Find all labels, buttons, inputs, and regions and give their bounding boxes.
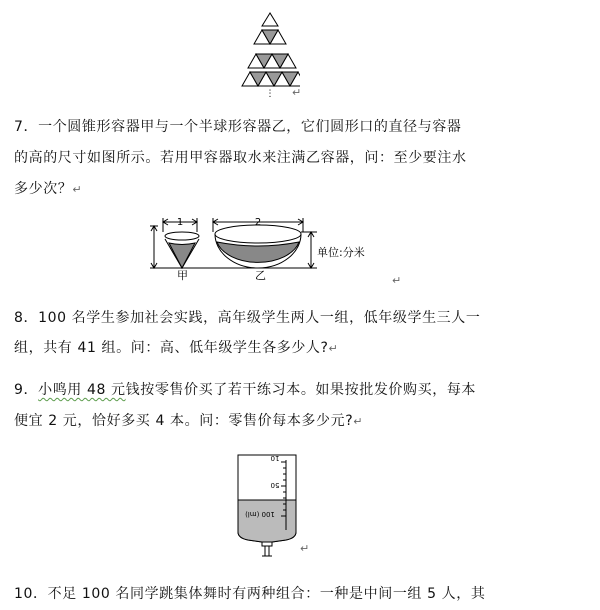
triangle-pattern-figure bbox=[240, 10, 300, 100]
problem7-line1: 7．一个圆锥形容器甲与一个半球形容器乙，它们圆形口的直径与容器 bbox=[14, 119, 462, 135]
problem8-line2: 组，共有 41 组。问：高、低年级学生各多少人?↵ bbox=[14, 340, 339, 356]
problem7-line3: 多少次？↵ bbox=[14, 181, 83, 197]
return-mark: ↵ bbox=[292, 86, 302, 99]
container-yi-label: 乙 bbox=[255, 269, 266, 282]
return-mark: ↵ bbox=[300, 542, 310, 555]
measuring-bottle-figure bbox=[230, 452, 310, 562]
dimension-1-label: 1 bbox=[176, 217, 184, 228]
problem9-line2: 便宜 2 元，恰好多买 4 本。问：零售价每本多少元?↵ bbox=[14, 413, 364, 429]
cone-hemisphere-figure bbox=[145, 212, 405, 282]
unit-label: 单位:分米 bbox=[317, 246, 365, 259]
problem10-line1: 10．不足 100 名同学跳集体舞时有两种组合：一种是中间一组 5 人，其 bbox=[14, 586, 486, 602]
problem8-line1: 8．100 名学生参加社会实践，高年级学生两人一组，低年级学生三人一 bbox=[14, 310, 481, 326]
scale-label-50: 50 bbox=[270, 481, 280, 489]
scale-label-100ml: 100 (ml) bbox=[245, 510, 275, 518]
container-jia-label: 甲 bbox=[177, 269, 188, 282]
svg-text:⋮: ⋮ bbox=[265, 89, 275, 99]
return-mark: ↵ bbox=[392, 274, 402, 287]
problem7-line2: 的高的尺寸如图所示。若用甲容器取水来注满乙容器，问：至少要注水 bbox=[14, 150, 467, 166]
scale-label-10: 10 bbox=[270, 454, 280, 462]
dimension-2-label: 2 bbox=[254, 217, 262, 228]
problem9-line1: 9．小鸣用 48 元钱按零售价买了若干练习本。如果按批发价购买，每本 bbox=[14, 382, 477, 398]
